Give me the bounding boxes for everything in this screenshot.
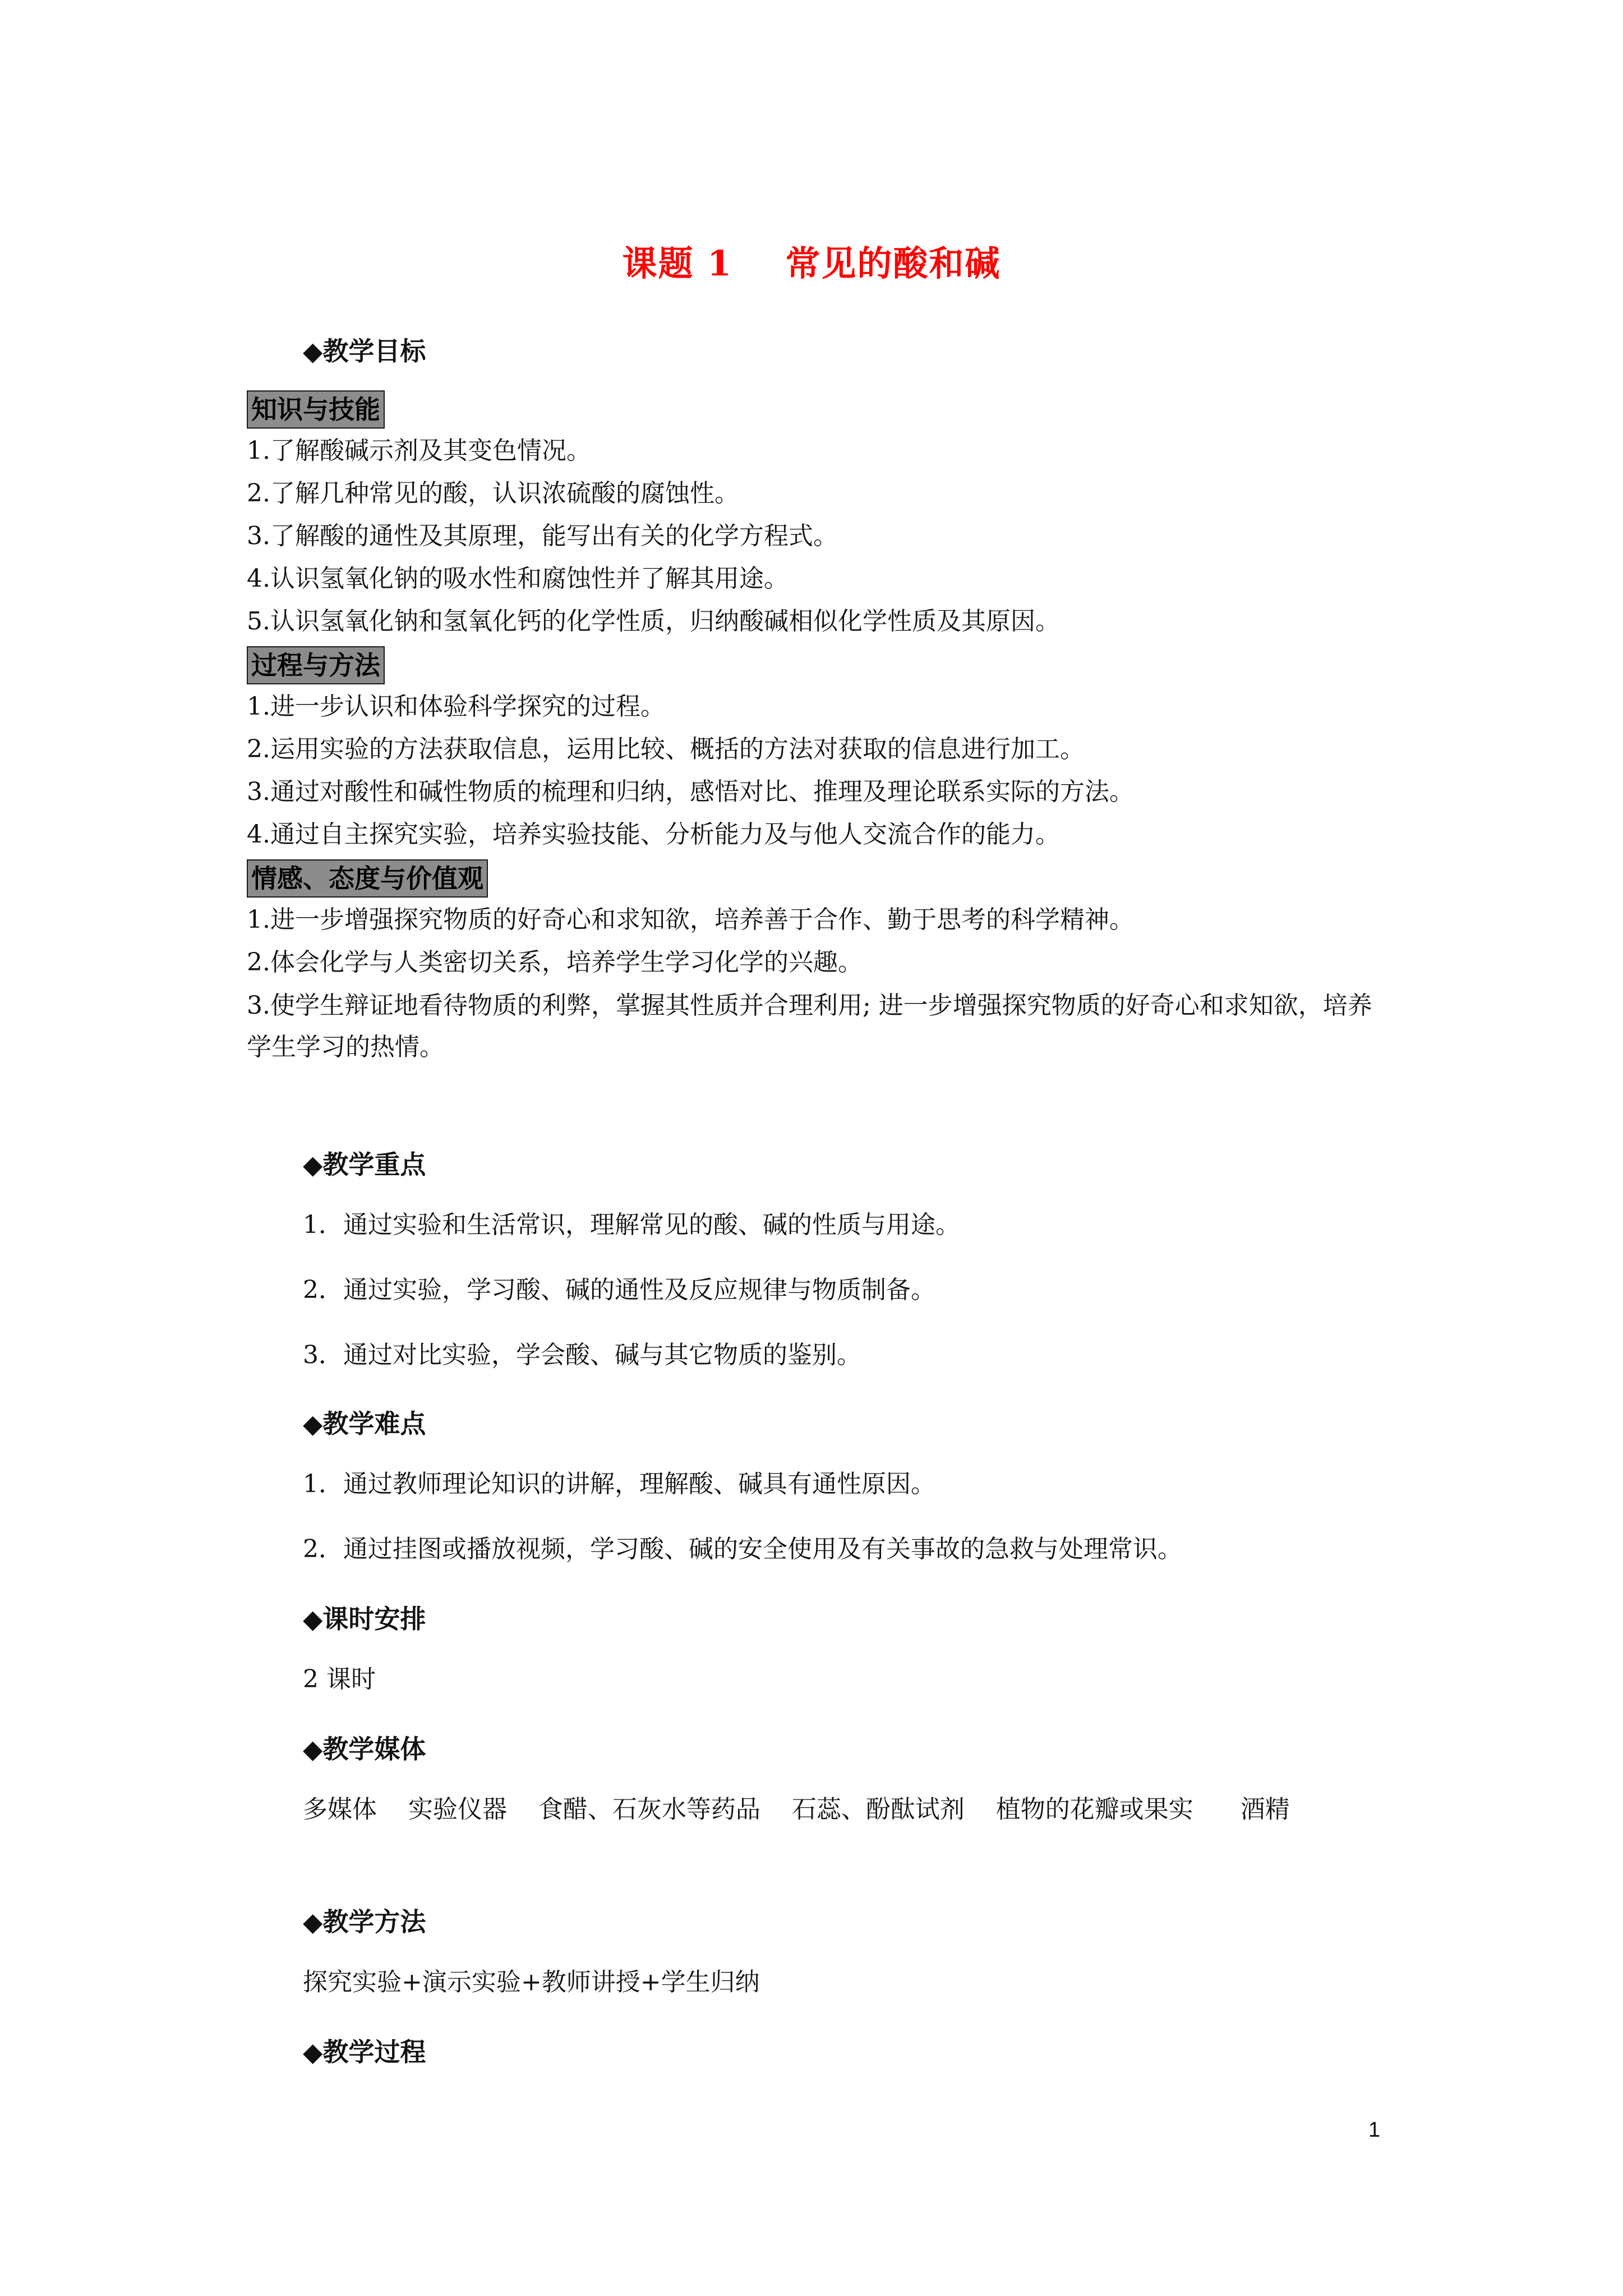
- heading-methods: ◆教学方法: [303, 1907, 426, 1937]
- knowledge-item-2: 2.了解几种常见的酸，认识浓硫酸的腐蚀性。: [247, 479, 739, 508]
- knowledge-item-1: 1.了解酸碱示剂及其变色情况。: [247, 436, 591, 465]
- key-point-2: 2．通过实验，学习酸、碱的通性及反应规律与物质制备。: [303, 1276, 935, 1304]
- label-knowledge-skills: 知识与技能: [247, 390, 385, 429]
- knowledge-item-5: 5.认识氢氧化钠和氢氧化钙的化学性质，归纳酸碱相似化学性质及其原因。: [247, 607, 1060, 636]
- heading-difficulties: ◆教学难点: [303, 1409, 426, 1439]
- key-point-1: 1．通过实验和生活常识，理解常见的酸、碱的性质与用途。: [303, 1211, 960, 1239]
- heading-process: ◆教学过程: [303, 2037, 426, 2067]
- label-attitude-values: 情感、态度与价值观: [247, 859, 488, 898]
- media-text: 多媒体 实验仪器 食醋、石灰水等药品 石蕊、酚酞试剂 植物的花瓣或果实 酒精: [303, 1795, 1290, 1824]
- heading-teaching-goals: ◆教学目标: [303, 336, 426, 366]
- heading-schedule: ◆课时安排: [303, 1604, 426, 1634]
- process-item-4: 4.通过自主探究实验，培养实验技能、分析能力及与他人交流合作的能力。: [247, 820, 1060, 849]
- schedule-text: 2 课时: [303, 1665, 376, 1694]
- attitude-item-2: 2.体会化学与人类密切关系，培养学生学习化学的兴趣。: [247, 948, 863, 977]
- heading-media: ◆教学媒体: [303, 1734, 426, 1764]
- difficulty-2: 2．通过挂图或播放视频，学习酸、碱的安全使用及有关事故的急救与处理常识。: [303, 1535, 1182, 1563]
- attitude-item-3: 3.使学生辩证地看待物质的利弊，掌握其性质并合理利用; 进一步增强探究物质的好奇心和求知欲，培养学生学习的热情。: [247, 991, 1372, 1061]
- process-item-1: 1.进一步认识和体验科学探究的过程。: [247, 692, 665, 721]
- knowledge-item-3: 3.了解酸的通性及其原理，能写出有关的化学方程式。: [247, 522, 838, 550]
- key-point-3: 3．通过对比实验，学会酸、碱与其它物质的鉴别。: [303, 1341, 861, 1369]
- page-number: 1: [1368, 2118, 1381, 2142]
- process-item-3: 3.通过对酸性和碱性物质的梳理和归纳，感悟对比、推理及理论联系实际的方法。: [247, 777, 1134, 806]
- methods-text: 探究实验+演示实验+教师讲授+学生归纳: [303, 1968, 760, 1996]
- knowledge-item-4: 4.认识氢氧化钠的吸水性和腐蚀性并了解其用途。: [247, 564, 789, 593]
- attitude-item-1: 1.进一步增强探究物质的好奇心和求知欲，培养善于合作、勤于思考的科学精神。: [247, 905, 1134, 934]
- page-title: 课题 1 常见的酸和碱: [622, 243, 1001, 284]
- label-process-methods: 过程与方法: [247, 646, 385, 684]
- process-item-2: 2.运用实验的方法获取信息，运用比较、概括的方法对获取的信息进行加工。: [247, 735, 1085, 763]
- heading-key-points: ◆教学重点: [303, 1149, 426, 1180]
- difficulty-1: 1．通过教师理论知识的讲解，理解酸、碱具有通性原因。: [303, 1470, 935, 1498]
